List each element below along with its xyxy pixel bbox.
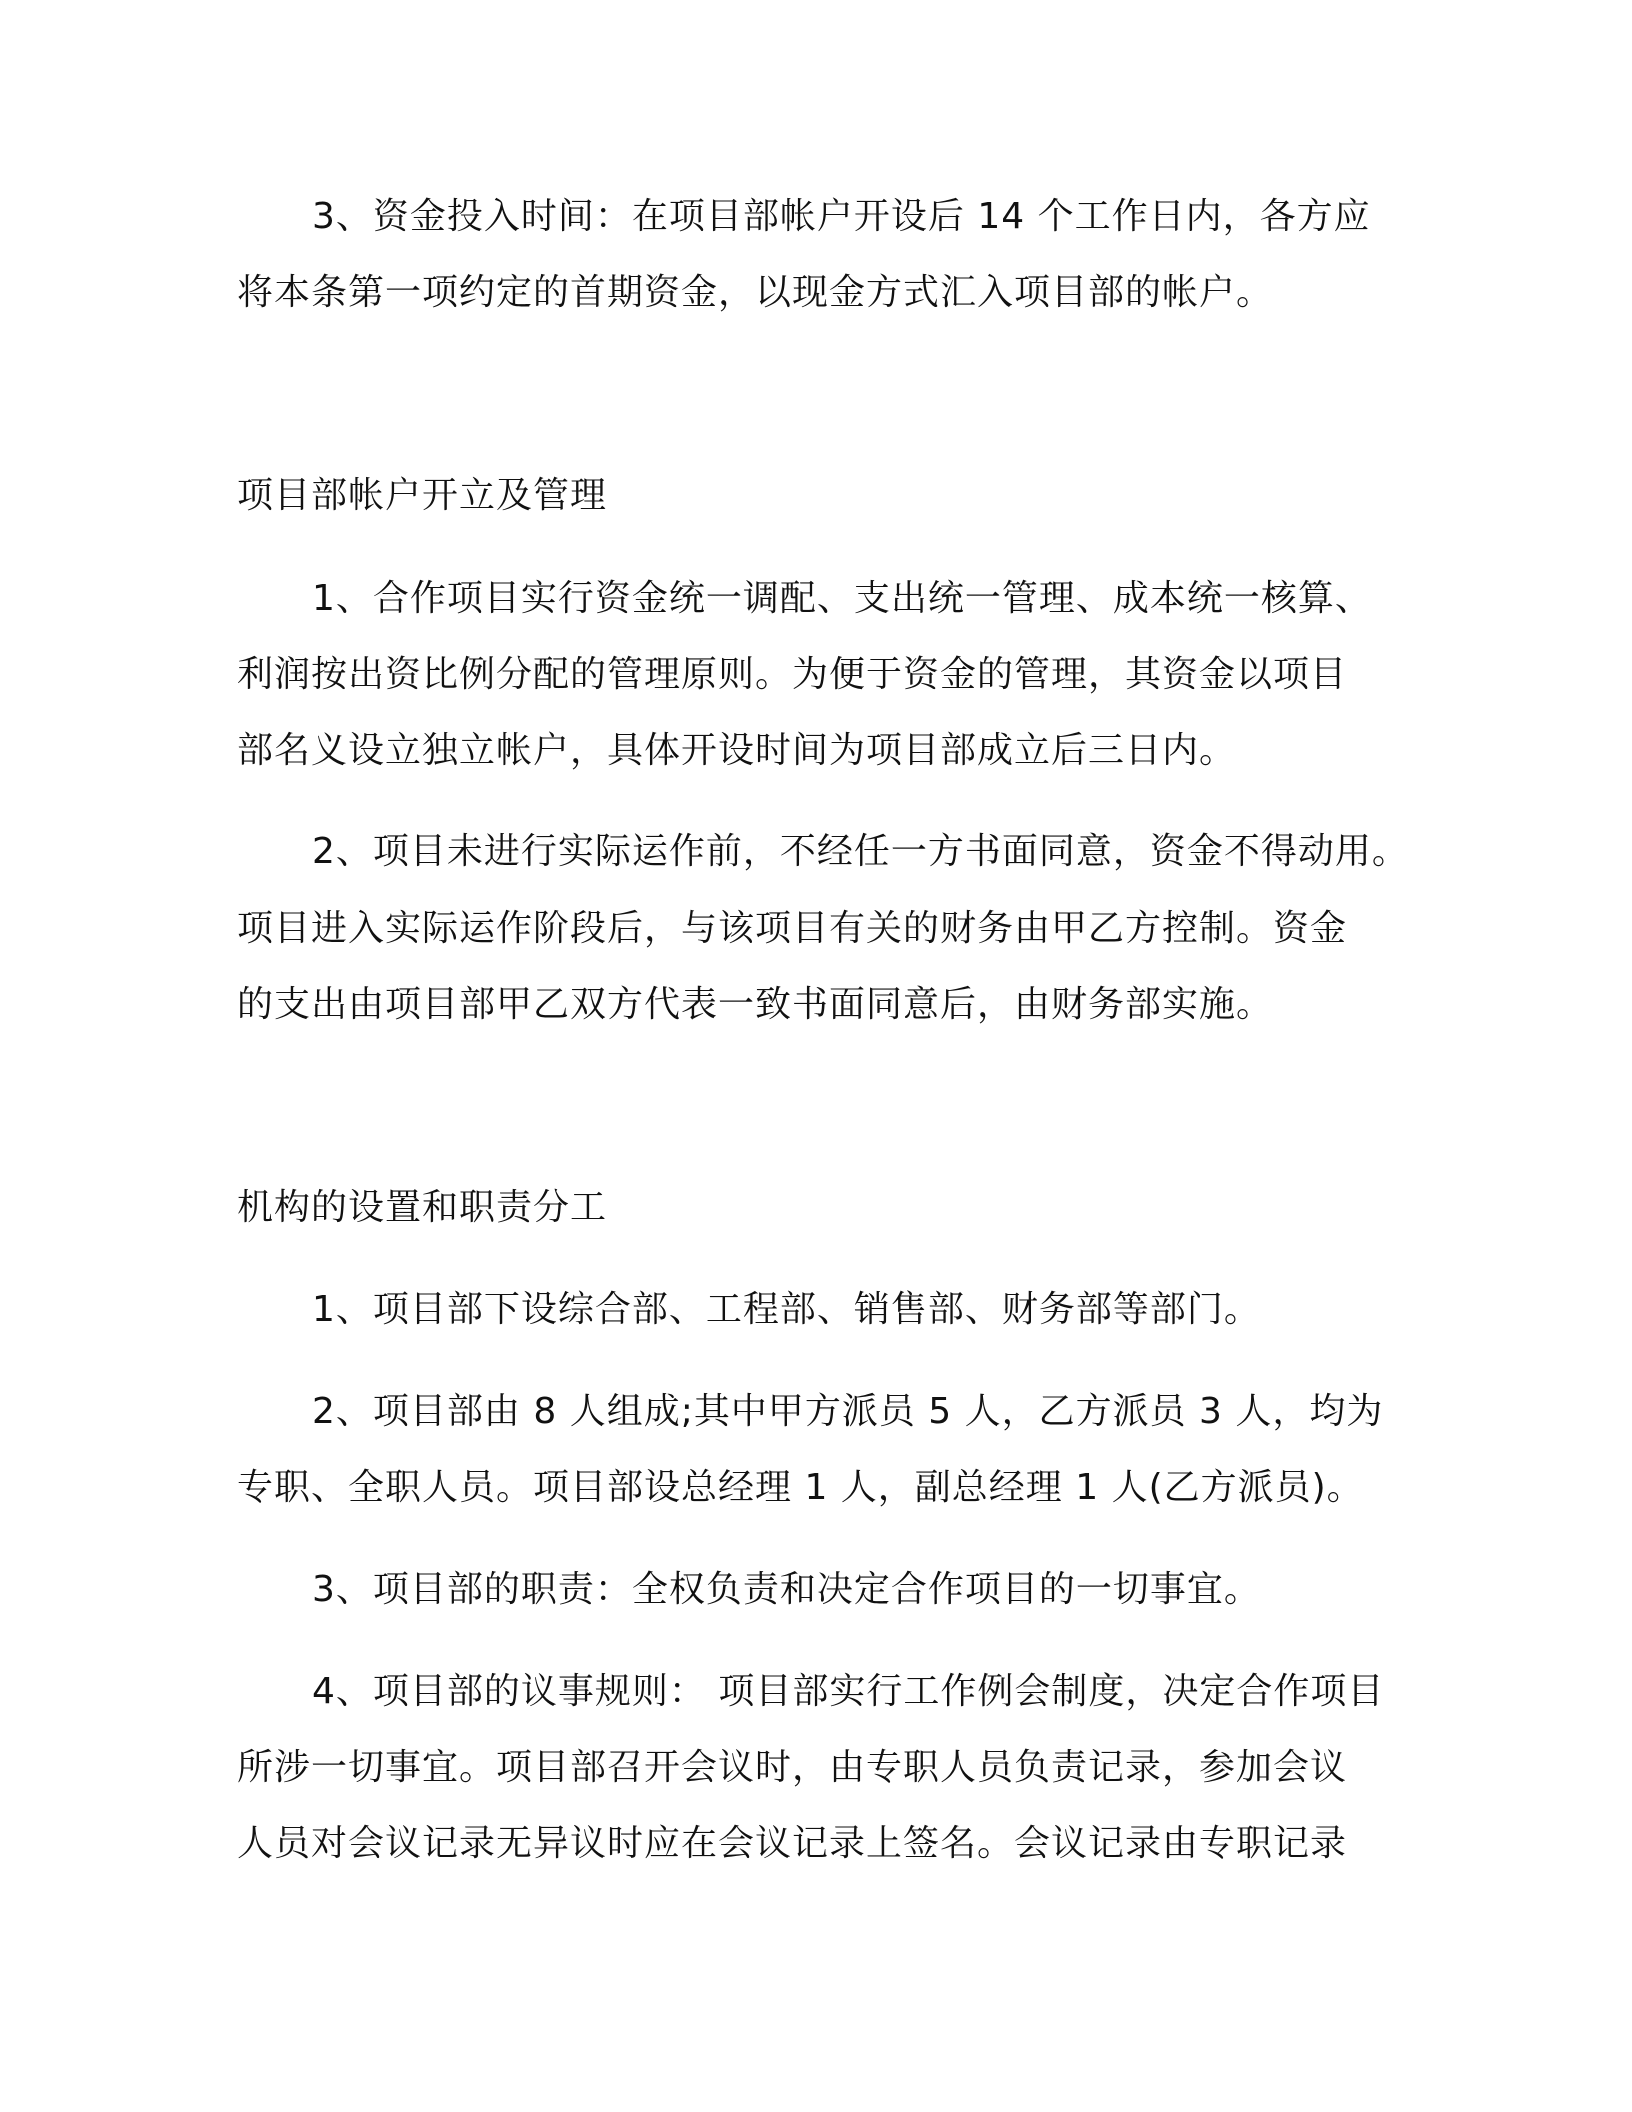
paragraph-line: 项目进入实际运作阶段后，与该项目有关的财务由甲乙方控制。资金 — [237, 908, 1348, 949]
paragraph-line: 2、项目部由 8 人组成;其中甲方派员 5 人，乙方派员 3 人，均为 — [312, 1391, 1384, 1432]
paragraph-line: 1、合作项目实行资金统一调配、支出统一管理、成本统一核算、 — [312, 578, 1372, 619]
section-heading: 机构的设置和职责分工 — [237, 1187, 608, 1228]
section-heading: 项目部帐户开立及管理 — [237, 475, 608, 516]
paragraph-line: 3、项目部的职责：全权负责和决定合作项目的一切事宜。 — [312, 1569, 1261, 1610]
paragraph-line: 将本条第一项约定的首期资金，以现金方式汇入项目部的帐户。 — [237, 272, 1274, 313]
paragraph-line: 4、项目部的议事规则： 项目部实行工作例会制度，决定合作项目 — [312, 1671, 1385, 1712]
paragraph-line: 专职、全职人员。项目部设总经理 1 人，副总经理 1 人(乙方派员)。 — [237, 1467, 1364, 1508]
paragraph-line: 3、资金投入时间：在项目部帐户开设后 14 个工作日内，各方应 — [312, 196, 1371, 237]
paragraph-line: 人员对会议记录无异议时应在会议记录上签名。会议记录由专职记录 — [237, 1823, 1348, 1864]
paragraph-line: 部名义设立独立帐户，具体开设时间为项目部成立后三日内。 — [237, 730, 1237, 771]
paragraph-line: 1、项目部下设综合部、工程部、销售部、财务部等部门。 — [312, 1289, 1261, 1330]
paragraph-line: 的支出由项目部甲乙双方代表一致书面同意后，由财务部实施。 — [237, 984, 1274, 1025]
paragraph-line: 利润按出资比例分配的管理原则。为便于资金的管理，其资金以项目 — [237, 654, 1348, 695]
paragraph-line: 所涉一切事宜。项目部召开会议时，由专职人员负责记录，参加会议 — [237, 1747, 1348, 1788]
paragraph-line: 2、项目未进行实际运作前，不经任一方书面同意，资金不得动用。 — [312, 831, 1409, 872]
